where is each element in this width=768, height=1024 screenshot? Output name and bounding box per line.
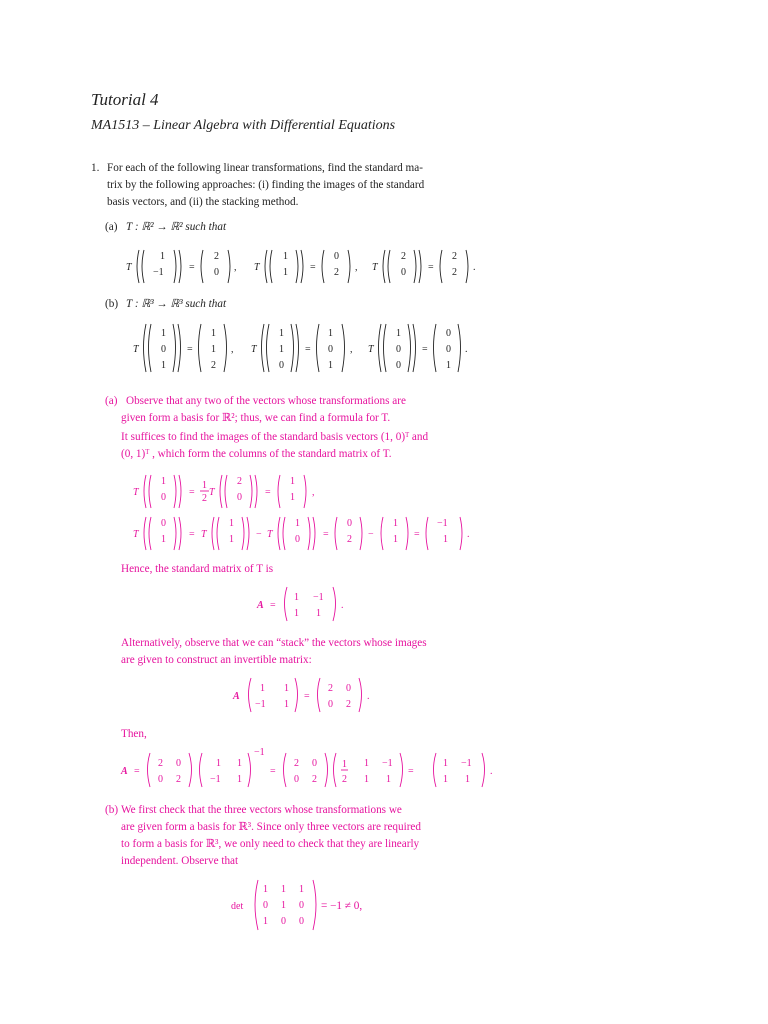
svg-text:1: 1 [161,328,166,339]
svg-text:2: 2 [342,774,347,785]
svg-text:2: 2 [347,534,352,545]
svg-text:2: 2 [202,493,207,504]
part-b-text: T : ℝ³ → ℝ³ such that [126,298,227,310]
svg-text:1: 1 [211,328,216,339]
svg-text:1: 1 [279,328,284,339]
svg-text:=: = [304,691,310,702]
svg-text:2: 2 [312,774,317,785]
svg-text:1: 1 [342,759,347,770]
svg-text:.: . [473,262,476,273]
part-a-text: T : ℝ² → ℝ² such that [126,221,227,233]
svg-text:=: = [408,766,414,777]
equation-solution-a-2 [133,517,470,550]
svg-text:0: 0 [446,344,451,355]
equation-standard-matrix [256,587,344,621]
svg-text:T: T [126,262,132,273]
svg-text:=: = [134,766,140,777]
svg-text:1: 1 [465,774,470,785]
svg-text:1: 1 [396,328,401,339]
svg-text:=: = [189,487,195,498]
equation-determinant [231,880,316,930]
equation-stacking [232,678,370,712]
svg-text:2: 2 [237,476,242,487]
svg-text:T: T [133,487,139,498]
svg-text:T: T [251,344,257,355]
svg-text:.: . [490,766,493,777]
svg-text:T: T [254,262,260,273]
svg-text:1: 1 [281,884,286,895]
svg-text:1: 1 [364,774,369,785]
solution-b-line-4: independent. Observe that [121,855,239,867]
solution-a-line-2: given form a basis for ℝ²; thus, we can find a formula for T. [121,412,391,424]
svg-text:0: 0 [161,344,166,355]
svg-text:−1: −1 [210,774,221,785]
svg-text:−1: −1 [254,747,265,758]
svg-text:.: . [341,600,344,611]
svg-text:0: 0 [281,916,286,927]
svg-text:T: T [372,262,378,273]
svg-text:0: 0 [347,518,352,529]
svg-text:−: − [368,529,374,540]
svg-text:0: 0 [346,683,351,694]
svg-text:=: = [265,487,271,498]
svg-text:1: 1 [263,884,268,895]
equation-result [120,747,493,787]
question-line-3: basis vectors, and (ii) the stacking method. [107,196,299,208]
svg-text:1: 1 [295,518,300,529]
svg-text:0: 0 [294,774,299,785]
svg-text:−1: −1 [382,758,393,769]
svg-text:−1: −1 [461,758,472,769]
solution-a-line-1: Observe that any two of the vectors whose transformations are [126,395,406,407]
svg-text:0: 0 [328,699,333,710]
solution-a-hence: Hence, the standard matrix of T is [121,563,274,575]
svg-text:1: 1 [160,251,165,262]
svg-text:=: = [422,344,428,355]
svg-text:A: A [121,766,128,777]
equation-part-a [126,250,476,283]
svg-text:=: = [323,529,329,540]
svg-text:1: 1 [229,518,234,529]
svg-text:0: 0 [214,267,219,278]
svg-text:1: 1 [443,534,448,545]
solution-a-line-3: It suffices to find the images of the standard basis vectors (1, 0)ᵀ and [121,431,429,443]
part-a-label: (a) [105,221,118,233]
svg-text:=: = [270,766,276,777]
svg-text:T: T [267,529,273,540]
svg-text:,: , [355,262,358,273]
svg-text:2: 2 [452,251,457,262]
svg-text:2: 2 [346,699,351,710]
svg-text:0: 0 [161,518,166,529]
svg-text:1: 1 [364,758,369,769]
svg-text:T: T [209,487,215,498]
svg-text:=: = [189,529,195,540]
svg-text:1: 1 [161,534,166,545]
svg-text:1: 1 [446,360,451,371]
svg-text:=: = [187,344,193,355]
svg-text:1: 1 [161,360,166,371]
svg-text:2: 2 [176,774,181,785]
svg-text:0: 0 [299,900,304,911]
svg-text:=: = [305,344,311,355]
svg-text:T: T [201,529,207,540]
equation-solution-a-1 [133,475,315,508]
svg-text:1: 1 [237,758,242,769]
svg-text:=: = [428,262,434,273]
solution-b-line-3: to form a basis for ℝ³, we only need to check that they are linearly [121,838,420,850]
svg-text:1: 1 [281,900,286,911]
solution-a-alt-line-2: are given to construct an invertible matrix: [121,654,312,666]
svg-text:.: . [467,529,470,540]
svg-text:1: 1 [260,683,265,694]
solution-a-alt-line-1: Alternatively, observe that we can “stack” the vectors whose images [121,637,427,649]
svg-text:2: 2 [452,267,457,278]
svg-text:2: 2 [401,251,406,262]
svg-text:2: 2 [214,251,219,262]
svg-text:T: T [133,344,139,355]
svg-text:0: 0 [158,774,163,785]
solution-a-line-4: (0, 1)ᵀ , which form the columns of the standard matrix of T. [121,448,392,460]
svg-text:1: 1 [294,608,299,619]
svg-text:1: 1 [294,592,299,603]
svg-text:0: 0 [446,328,451,339]
svg-text:0: 0 [312,758,317,769]
svg-text:T: T [368,344,374,355]
svg-text:1: 1 [386,774,391,785]
svg-text:=: = [270,600,276,611]
question-line-1: For each of the following linear transformations, find the standard ma- [107,162,423,174]
svg-text:1: 1 [202,480,207,491]
svg-text:1: 1 [284,699,289,710]
svg-text:1: 1 [263,916,268,927]
equation-part-b [133,324,468,372]
svg-text:1: 1 [284,683,289,694]
solution-a-then: Then, [121,728,147,740]
svg-text:T: T [133,529,139,540]
page-subtitle: MA1513 – Linear Algebra with Differential Equations [91,118,396,133]
svg-text:.: . [465,344,468,355]
svg-text:2: 2 [328,683,333,694]
svg-text:1: 1 [161,476,166,487]
svg-text:0: 0 [161,492,166,503]
svg-text:−1: −1 [313,592,324,603]
solution-a-label: (a) [105,395,118,407]
svg-text:2: 2 [158,758,163,769]
svg-text:1: 1 [443,758,448,769]
svg-text:.: . [367,691,370,702]
svg-text:0: 0 [279,360,284,371]
svg-text:2: 2 [211,360,216,371]
svg-text:2: 2 [294,758,299,769]
svg-text:1: 1 [443,774,448,785]
solution-b-line-1: We first check that the three vectors whose transformations we [121,804,402,816]
question-line-2: trix by the following approaches: (i) finding the images of the standard [107,179,425,191]
svg-text:1: 1 [237,774,242,785]
svg-text:0: 0 [401,267,406,278]
svg-text:,: , [312,487,315,498]
svg-text:0: 0 [176,758,181,769]
part-b-label: (b) [105,298,119,310]
svg-text:1: 1 [393,518,398,529]
svg-text:0: 0 [295,534,300,545]
svg-text:=: = [414,529,420,540]
determinant-result: = −1 ≠ 0, [321,900,363,912]
svg-text:1: 1 [299,884,304,895]
svg-text:−: − [256,529,262,540]
svg-text:2: 2 [334,267,339,278]
svg-text:,: , [231,344,234,355]
svg-text:0: 0 [328,344,333,355]
svg-text:,: , [350,344,353,355]
svg-text:−1: −1 [153,267,164,278]
question-number: 1. [91,162,100,174]
svg-text:1: 1 [316,608,321,619]
svg-text:1: 1 [229,534,234,545]
svg-text:,: , [234,262,237,273]
svg-text:1: 1 [393,534,398,545]
svg-text:=: = [189,262,195,273]
solution-b-line-2: are given form a basis for ℝ³. Since only three vectors are required [121,821,421,833]
svg-text:1: 1 [216,758,221,769]
svg-text:−1: −1 [255,699,266,710]
svg-text:0: 0 [334,251,339,262]
page-title: Tutorial 4 [91,90,159,109]
svg-text:1: 1 [328,360,333,371]
svg-text:A: A [233,691,240,702]
svg-text:A: A [257,600,264,611]
svg-text:1: 1 [290,476,295,487]
svg-text:det: det [231,901,244,912]
svg-text:1: 1 [328,328,333,339]
svg-text:1: 1 [290,492,295,503]
svg-text:1: 1 [283,251,288,262]
svg-text:1: 1 [211,344,216,355]
svg-text:1: 1 [279,344,284,355]
svg-text:0: 0 [299,916,304,927]
svg-text:0: 0 [396,360,401,371]
svg-text:0: 0 [263,900,268,911]
svg-text:=: = [310,262,316,273]
svg-text:0: 0 [396,344,401,355]
solution-b-label: (b) [105,804,119,816]
svg-text:0: 0 [237,492,242,503]
svg-text:1: 1 [283,267,288,278]
svg-text:−1: −1 [437,518,448,529]
